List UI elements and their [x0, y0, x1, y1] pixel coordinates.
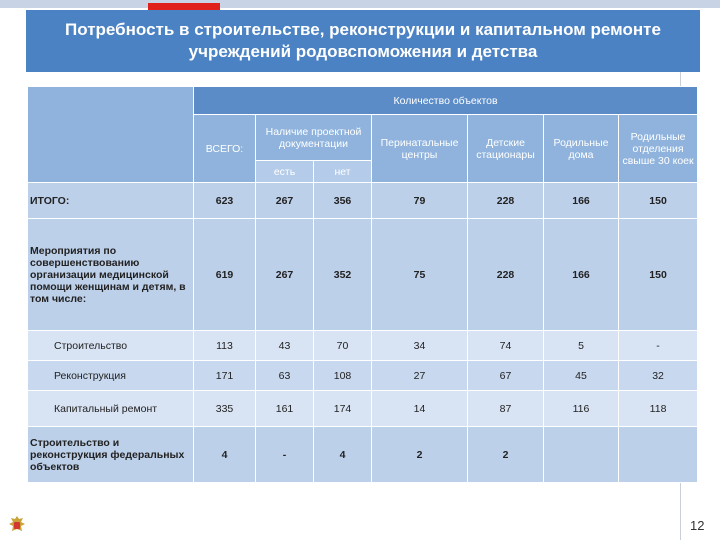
col-docs-no-header: нет	[314, 161, 372, 183]
cell-total: 335	[194, 391, 256, 427]
cell-docs-no: 108	[314, 361, 372, 391]
cell-wards: 118	[619, 391, 698, 427]
header-group: Количество объектов	[194, 87, 698, 115]
cell-docs-no: 356	[314, 183, 372, 219]
cell-children: 74	[468, 331, 544, 361]
table-row	[28, 331, 698, 361]
table-row	[28, 361, 698, 391]
cell-docs-no: 4	[314, 427, 372, 483]
cell-docs-yes: 43	[256, 331, 314, 361]
cell-perinatal: 79	[372, 183, 468, 219]
cell-wards: -	[619, 331, 698, 361]
cell-perinatal: 34	[372, 331, 468, 361]
cell-maternity: 5	[544, 331, 619, 361]
cell-wards	[619, 427, 698, 483]
cell-total: 171	[194, 361, 256, 391]
cell-maternity: 166	[544, 219, 619, 331]
col-docs-header: Наличие проектной документации	[256, 115, 372, 161]
row-label: Строительство	[28, 331, 194, 361]
coat-of-arms-icon	[6, 514, 28, 536]
data-table	[27, 86, 698, 483]
table-row	[28, 183, 698, 219]
cell-docs-yes: -	[256, 427, 314, 483]
cell-children: 228	[468, 183, 544, 219]
cell-docs-yes: 267	[256, 219, 314, 331]
col-children-header: Детские стационары	[468, 115, 544, 183]
cell-total: 4	[194, 427, 256, 483]
col-wards-header: Родильные отделения свыше 30 коек	[619, 115, 698, 183]
cell-total: 619	[194, 219, 256, 331]
row-label: ИТОГО:	[28, 183, 194, 219]
cell-perinatal: 27	[372, 361, 468, 391]
slide-title: Потребность в строительстве, реконструкции и капитальном ремонте учреждений родовспоможения и детства	[65, 20, 661, 61]
page-number: 12	[690, 518, 705, 533]
table-row	[28, 427, 698, 483]
cell-total: 623	[194, 183, 256, 219]
cell-maternity: 45	[544, 361, 619, 391]
col-maternity-header: Родильные дома	[544, 115, 619, 183]
row-label: Строительство и реконструкция федеральных объектов	[28, 427, 194, 483]
table-row	[28, 391, 698, 427]
cell-wards: 32	[619, 361, 698, 391]
cell-docs-no: 70	[314, 331, 372, 361]
cell-wards: 150	[619, 183, 698, 219]
cell-perinatal: 2	[372, 427, 468, 483]
slide-header	[26, 10, 700, 72]
table-row	[28, 219, 698, 331]
top-bar	[0, 0, 720, 8]
cell-children: 87	[468, 391, 544, 427]
col-docs-yes-header: есть	[256, 161, 314, 183]
cell-docs-yes: 63	[256, 361, 314, 391]
row-label: Реконструкция	[28, 361, 194, 391]
col-perinatal-header: Перинатальные центры	[372, 115, 468, 183]
cell-maternity: 166	[544, 183, 619, 219]
row-label: Мероприятия по совершенствованию организации медицинской помощи женщинам и детям, в том числе:	[28, 219, 194, 331]
cell-docs-no: 174	[314, 391, 372, 427]
header-blank-cell	[28, 87, 194, 183]
cell-total: 113	[194, 331, 256, 361]
cell-docs-yes: 161	[256, 391, 314, 427]
cell-perinatal: 14	[372, 391, 468, 427]
cell-maternity	[544, 427, 619, 483]
cell-children: 228	[468, 219, 544, 331]
cell-children: 67	[468, 361, 544, 391]
cell-perinatal: 75	[372, 219, 468, 331]
cell-docs-no: 352	[314, 219, 372, 331]
row-label: Капитальный ремонт	[28, 391, 194, 427]
cell-docs-yes: 267	[256, 183, 314, 219]
col-total-header: ВСЕГО:	[194, 115, 256, 183]
cell-maternity: 116	[544, 391, 619, 427]
cell-children: 2	[468, 427, 544, 483]
cell-wards: 150	[619, 219, 698, 331]
